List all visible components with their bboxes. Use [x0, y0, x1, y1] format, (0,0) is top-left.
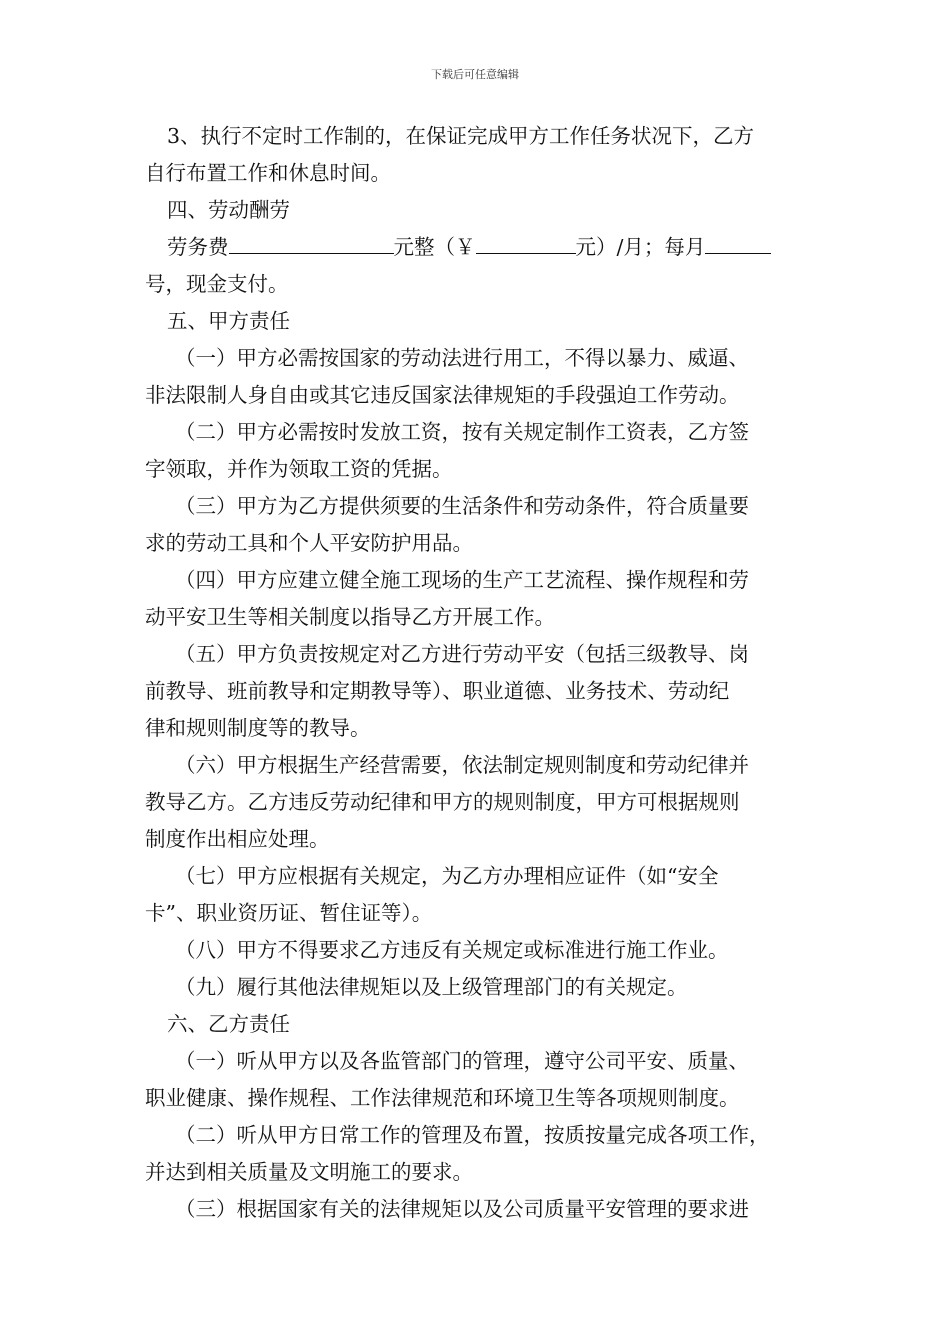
paragraph-line: （七）甲方应根据有关规定，为乙方办理相应证件（如“安全 [175, 864, 719, 888]
paragraph-line: 求的劳动工具和个人平安防护用品。 [145, 531, 473, 555]
page-header: 下载后可任意编辑 [431, 68, 519, 81]
pay-day-blank [705, 229, 771, 254]
paragraph-line: 并达到相关质量及文明施工的要求。 [145, 1160, 473, 1184]
rmb-unit: 元）/月；每月 [575, 235, 706, 259]
paragraph-line: 教导乙方。乙方违反劳动纪律和甲方的规则制度，甲方可根据规则 [145, 790, 740, 814]
paragraph-line: 非法限制人身自由或其它违反国家法律规矩的手段强迫工作劳动。 [145, 383, 740, 407]
paragraph-line: （四）甲方应建立健全施工现场的生产工艺流程、操作规程和劳 [175, 568, 749, 592]
paragraph-line: （八）甲方不得要求乙方违反有关规定或标准进行施工作业。 [175, 938, 729, 962]
paragraph-line: 前教导、班前教导和定期教导等）、职业道德、业务技术、劳动纪 [145, 679, 730, 703]
paragraph-line: 3、执行不定时工作制的，在保证完成甲方工作任务状况下，乙方 [167, 124, 755, 148]
paragraph-line: 职业健康、操作规程、工作法律规范和环境卫生等各项规则制度。 [145, 1086, 740, 1110]
fee-unit: 元整（￥ [393, 235, 476, 259]
paragraph-line: （二）甲方必需按时发放工资，按有关规定制作工资表，乙方签 [175, 420, 749, 444]
document-body [145, 118, 810, 1228]
paragraph-line: （一）甲方必需按国家的劳动法进行用工，不得以暴力、威逼、 [175, 346, 749, 370]
rmb-amount-blank [476, 229, 576, 254]
paragraph-line: 字领取，并作为领取工资的凭据。 [145, 457, 453, 481]
paragraph-line: （六）甲方根据生产经营需要，依法制定规则制度和劳动纪律并 [175, 753, 749, 777]
paragraph-line: （一）听从甲方以及各监管部门的管理，遵守公司平安、质量、 [175, 1049, 749, 1073]
paragraph-line: 号，现金支付。 [145, 272, 289, 296]
paragraph-line: （二）听从甲方日常工作的管理及布置，按质按量完成各项工作， [175, 1123, 770, 1147]
paragraph-line: 自行布置工作和休息时间。 [145, 161, 391, 185]
paragraph-line: 制度作出相应处理。 [145, 827, 330, 851]
paragraph-line: （五）甲方负责按规定对乙方进行劳动平安（包括三级教导、岗 [175, 642, 749, 666]
section-heading: 五、甲方责任 [167, 309, 290, 333]
paragraph-line: 动平安卫生等相关制度以指导乙方开展工作。 [145, 605, 555, 629]
paragraph-line: （三）根据国家有关的法律规矩以及公司质量平安管理的要求进 [175, 1197, 749, 1221]
paragraph-line: 卡”、职业资历证、暂住证等）。 [145, 901, 433, 925]
fee-label: 劳务费 [167, 235, 229, 259]
payment-line [145, 229, 810, 266]
section-heading: 四、劳动酬劳 [167, 198, 290, 222]
paragraph-line: （三）甲方为乙方提供须要的生活条件和劳动条件，符合质量要 [175, 494, 749, 518]
section-heading: 六、乙方责任 [167, 1012, 290, 1036]
paragraph-line: （九）履行其他法律规矩以及上级管理部门的有关规定。 [175, 975, 688, 999]
paragraph-line: 律和规则制度等的教导。 [145, 716, 371, 740]
fee-amount-blank [229, 229, 394, 254]
